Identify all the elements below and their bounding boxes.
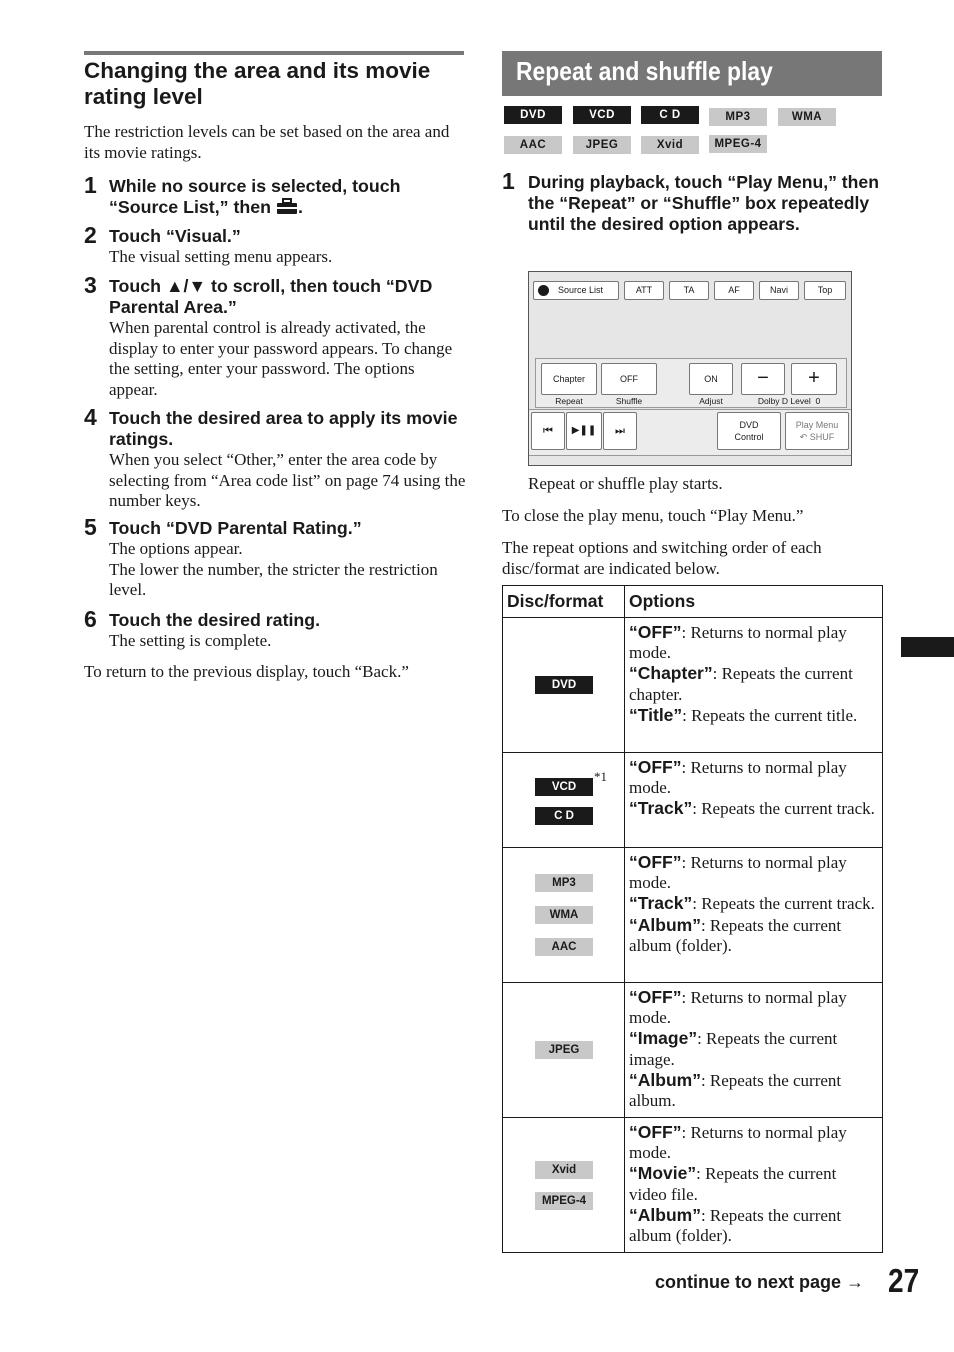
step-body: The visual setting menu appears. bbox=[109, 247, 333, 266]
play-menu-screen bbox=[528, 271, 852, 466]
step-number: 6 bbox=[84, 606, 97, 632]
play-pause-button[interactable] bbox=[566, 412, 602, 450]
prev-button[interactable] bbox=[531, 412, 565, 450]
format-badge-jpeg: JPEG bbox=[535, 1041, 593, 1059]
step-1 bbox=[84, 172, 466, 220]
section-banner bbox=[502, 51, 882, 96]
navi-button[interactable]: Navi bbox=[759, 281, 799, 300]
shuffle-button[interactable]: OFF bbox=[601, 363, 657, 395]
dolby-plus-button[interactable]: + bbox=[791, 363, 837, 395]
repeat-label: Repeat bbox=[555, 396, 583, 406]
top-button[interactable]: Top bbox=[804, 281, 846, 300]
step-heading: Touch the desired area to apply its movie ratings. bbox=[109, 408, 458, 449]
section-intro: The restriction levels can be set based on the area and its movie ratings. bbox=[84, 122, 450, 162]
options-cell: “OFF”: Returns to normal play mode. “Chapter”: Repeats the current chapter. “Title”: Repeats the current title. bbox=[625, 618, 883, 753]
adjust-label: Adjust bbox=[699, 396, 723, 406]
section-title: Changing the area and its movie rating level bbox=[84, 58, 431, 109]
result-text: Repeat or shuffle play starts. bbox=[528, 474, 723, 493]
format-badge-aac: AAC bbox=[504, 136, 562, 154]
options-cell: “OFF”: Returns to normal play mode. “Image”: Repeats the current image. “Album”: Repeats the current album. bbox=[625, 983, 883, 1118]
source-icon bbox=[538, 285, 549, 296]
order-note: The repeat options and switching order of each disc/format are indicated below. bbox=[502, 538, 822, 578]
af-button[interactable]: AF bbox=[714, 281, 754, 300]
play-step-1 bbox=[502, 168, 882, 234]
disc-cell bbox=[503, 753, 625, 848]
options-cell: “OFF”: Returns to normal play mode. “Movie”: Repeats the current video file. “Album”: Repeats the current album (folder). bbox=[625, 1118, 883, 1253]
step-heading: Touch “DVD Parental Rating.” bbox=[109, 518, 362, 538]
format-badge-mp3: MP3 bbox=[535, 874, 593, 892]
format-badge-vcd: VCD bbox=[573, 106, 631, 124]
format-badge-xvid: Xvid bbox=[641, 136, 699, 154]
format-badge-vcd: VCD bbox=[535, 778, 593, 796]
table-row-jpeg bbox=[503, 983, 883, 1118]
disc-cell bbox=[503, 848, 625, 983]
step-number: 3 bbox=[84, 272, 97, 298]
step-3 bbox=[84, 272, 466, 400]
step-heading: Touch “Visual.” bbox=[109, 226, 241, 246]
step-number: 1 bbox=[502, 168, 515, 194]
footnote-mark: *1 bbox=[594, 769, 607, 784]
column-header-options: Options bbox=[625, 586, 883, 618]
format-badge-xvid: Xvid bbox=[535, 1161, 593, 1179]
step-heading: During playback, touch “Play Menu,” then the “Repeat” or “Shuffle” box repeatedly until the desired option appears. bbox=[528, 172, 879, 234]
format-badge-wma: WMA bbox=[535, 906, 593, 924]
prev-icon: ⏮ bbox=[543, 425, 553, 437]
step-body: When parental control is already activated, the display to enter your password appears. To change the setting, enter your password. The options appear. bbox=[109, 318, 453, 399]
format-badge-cd: C D bbox=[641, 106, 699, 124]
step-heading: Touch the desired rating. bbox=[109, 610, 321, 630]
format-badge-mp3: MP3 bbox=[709, 108, 767, 126]
step-5 bbox=[84, 514, 466, 601]
dolby-minus-button[interactable]: − bbox=[741, 363, 785, 395]
back-note: To return to the previous display, touch “Back.” bbox=[84, 662, 409, 681]
disc-cell bbox=[503, 618, 625, 753]
adjust-on-button[interactable]: ON bbox=[689, 363, 733, 395]
ta-button[interactable]: TA bbox=[669, 281, 709, 300]
format-badge-dvd: DVD bbox=[504, 106, 562, 124]
play-menu-button[interactable]: Play Menu ↶ SHUF bbox=[785, 412, 849, 450]
chapter-tab bbox=[901, 637, 954, 657]
table-row-xvid-mpeg4 bbox=[503, 1118, 883, 1253]
step-body: The setting is complete. bbox=[109, 631, 272, 650]
step-number: 5 bbox=[84, 514, 97, 540]
next-icon: ⏭ bbox=[615, 425, 625, 437]
format-badge-dvd: DVD bbox=[535, 676, 593, 694]
step-number: 4 bbox=[84, 404, 97, 430]
att-button[interactable]: ATT bbox=[624, 281, 664, 300]
play-pause-icon: ▶❚❚ bbox=[571, 425, 597, 436]
source-list-button[interactable]: Source List bbox=[533, 281, 619, 300]
disc-cell bbox=[503, 983, 625, 1118]
format-badge-jpeg: JPEG bbox=[573, 136, 631, 154]
format-badge-mpeg4: MPEG-4 bbox=[535, 1192, 593, 1210]
section-title: Repeat and shuffle play bbox=[516, 56, 773, 86]
format-badge-cd: C D bbox=[535, 807, 593, 825]
step-heading: Touch ▲/▼ to scroll, then touch “DVD Parental Area.” bbox=[109, 276, 433, 317]
format-badge-aac: AAC bbox=[535, 938, 593, 956]
step-body: The options appear. The lower the number, the stricter the restriction level. bbox=[109, 539, 438, 599]
step-2 bbox=[84, 222, 466, 268]
step-heading: While no source is selected, touch “Source List,” then . bbox=[109, 176, 466, 220]
step-6 bbox=[84, 606, 466, 652]
options-cell: “OFF”: Returns to normal play mode. “Track”: Repeats the current track. “Album”: Repeats the current album (folder). bbox=[625, 848, 883, 983]
step-number: 2 bbox=[84, 222, 97, 248]
page-number: 27 bbox=[888, 1262, 920, 1299]
table-row-vcd-cd bbox=[503, 753, 883, 848]
briefcase-icon bbox=[276, 198, 298, 220]
next-button[interactable] bbox=[603, 412, 637, 450]
step-4 bbox=[84, 404, 466, 512]
section-rule bbox=[84, 51, 464, 55]
continue-note: continue to next page → bbox=[655, 1272, 865, 1292]
step-body: When you select “Other,” enter the area code by selecting from “Area code list” on page 74 using the number keys. bbox=[109, 450, 466, 510]
format-badge-wma: WMA bbox=[778, 108, 836, 126]
shuffle-label: Shuffle bbox=[615, 396, 643, 406]
dvd-control-button[interactable]: DVD Control bbox=[717, 412, 781, 450]
column-header-disc: Disc/format bbox=[503, 586, 625, 618]
format-badge-mpeg4: MPEG-4 bbox=[709, 135, 767, 153]
disc-cell bbox=[503, 1118, 625, 1253]
table-row-dvd bbox=[503, 618, 883, 753]
repeat-button[interactable]: Chapter bbox=[541, 363, 597, 395]
options-cell: “OFF”: Returns to normal play mode. “Track”: Repeats the current track. bbox=[625, 753, 883, 848]
step-number: 1 bbox=[84, 172, 97, 198]
repeat-options-table bbox=[502, 585, 883, 1253]
dolby-level-label: Dolby D Level 0 bbox=[757, 396, 821, 406]
table-row-mp3-wma-aac bbox=[503, 848, 883, 983]
close-note: To close the play menu, touch “Play Menu.” bbox=[502, 506, 804, 525]
